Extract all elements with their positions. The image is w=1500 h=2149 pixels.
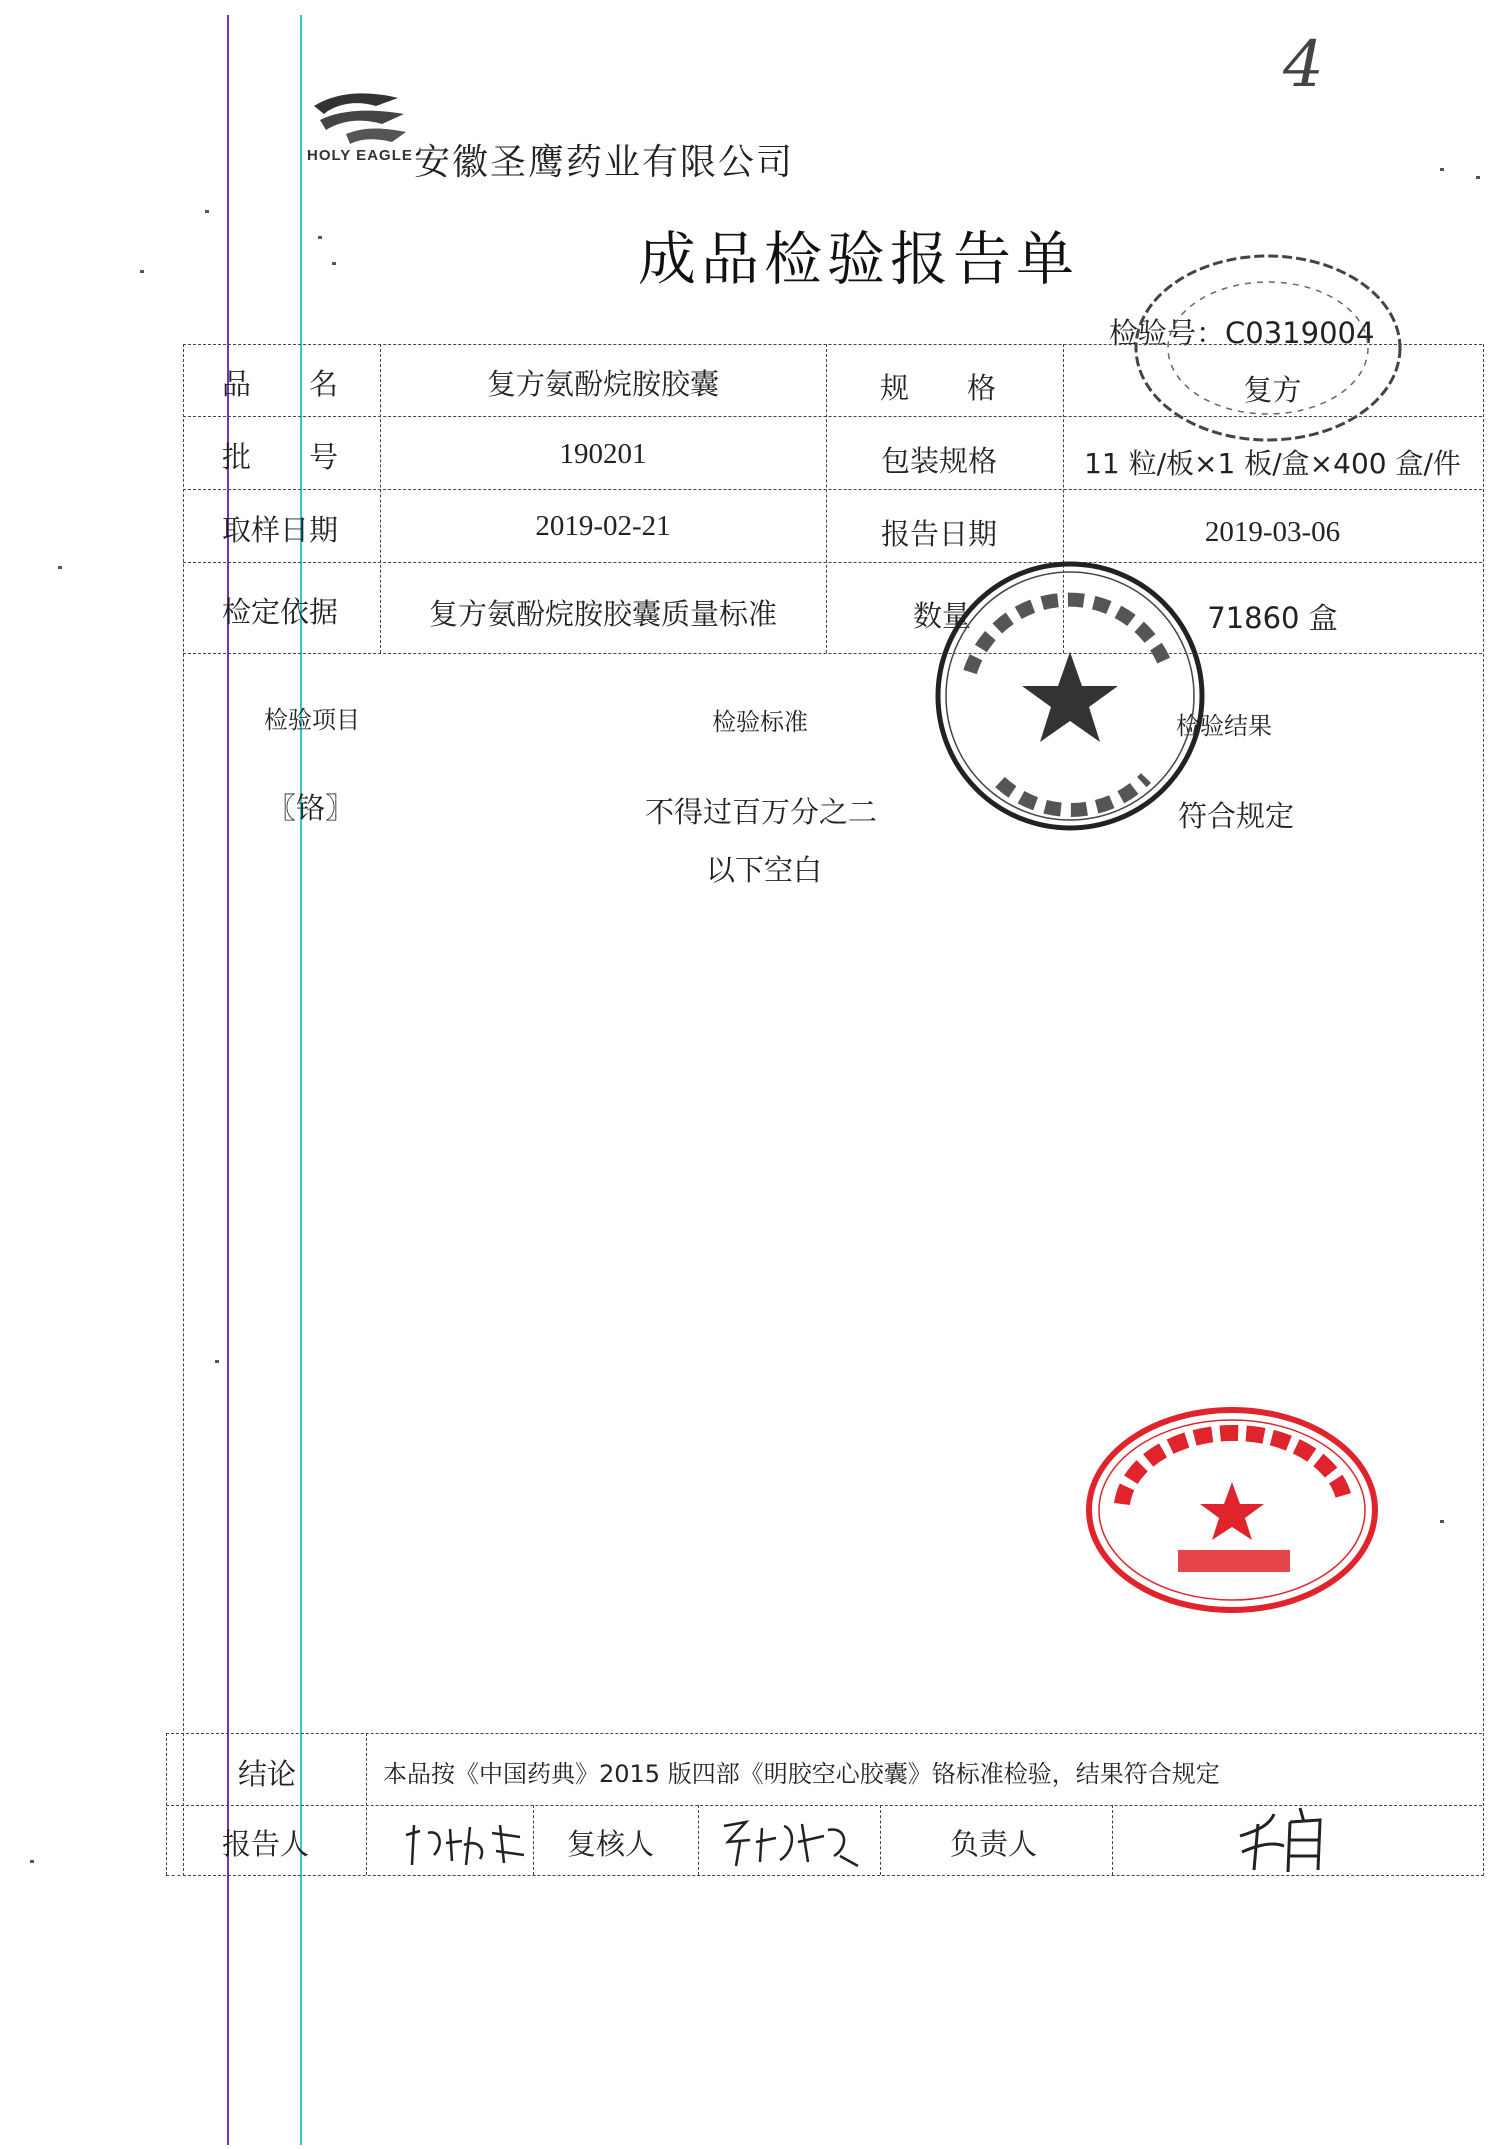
scan-speckle: [205, 210, 209, 213]
reviewer-label: 复核人: [567, 1827, 655, 1861]
result-row-standard: 不得过百万分之二: [645, 795, 878, 829]
report-table-frame: [183, 344, 1484, 1876]
table-rule: [166, 1733, 167, 1875]
table-rule: [183, 489, 1482, 490]
packing-label: 包装规格: [881, 444, 998, 478]
conclusion-text: 本品按《中国药典》2015 版四部《明胶空心胶囊》铬标准检验，结果符合规定: [383, 1760, 1220, 1788]
reporter-signature: [400, 1815, 530, 1875]
result-row-item: 〖铬〗: [267, 791, 355, 825]
report-date-label: 报告日期: [881, 517, 998, 551]
table-rule: [698, 1805, 699, 1875]
logo-text: HOLY EAGLE: [307, 147, 413, 164]
quality-management-red-stamp-icon: [1082, 1400, 1382, 1620]
scan-speckle: [30, 1860, 34, 1863]
report-number-label: 检验号: [1109, 316, 1197, 350]
spec-label: 规 格: [880, 371, 997, 405]
sampling-date-value: 2019-02-21: [535, 510, 671, 542]
scan-speckle: [1440, 168, 1444, 171]
table-rule: [183, 653, 1482, 654]
qc-inspection-stamp-icon: [930, 556, 1210, 836]
reporter-label: 报告人: [222, 1827, 310, 1861]
table-rule: [166, 1875, 186, 1876]
batch-label: 批 号: [222, 440, 339, 474]
quantity-label: 数量: [913, 599, 972, 633]
spec-value: 复方: [1243, 373, 1302, 407]
table-rule: [826, 344, 827, 653]
table-rule: [366, 1733, 367, 1875]
responsible-signature: [1230, 1800, 1340, 1880]
responsible-label: 负责人: [950, 1827, 1038, 1861]
report-number: 检验号：C0319004: [1109, 316, 1375, 350]
table-rule: [533, 1805, 534, 1875]
table-rule: [880, 1805, 881, 1875]
blank-note: 以下空白: [706, 853, 823, 887]
table-rule: [1112, 1805, 1113, 1875]
company-stamp-top-icon: [1128, 248, 1408, 448]
quantity-value: 71860 盒: [1207, 601, 1338, 635]
company-name: 安徽圣鹰药业有限公司: [414, 142, 795, 183]
reviewer-signature: [716, 1812, 866, 1874]
scan-speckle: [332, 262, 336, 265]
report-date-value: 2019-03-06: [1204, 516, 1341, 548]
conclusion-label: 结论: [238, 1757, 297, 1791]
table-rule: [183, 562, 1482, 563]
result-row-result: 符合规定: [1178, 799, 1295, 833]
scan-speckle: [58, 566, 62, 569]
standard-column-header: 检验标准: [712, 708, 808, 736]
basis-label: 检定依据: [222, 595, 339, 629]
product-name-label: 品 名: [222, 367, 339, 401]
scan-speckle: [1440, 1520, 1444, 1523]
table-rule: [166, 1733, 1482, 1734]
result-column-header: 检验结果: [1176, 712, 1272, 740]
item-column-header: 检验项目: [264, 706, 360, 734]
page-number: 4: [1283, 28, 1324, 102]
sampling-date-label: 取样日期: [222, 513, 339, 547]
product-name-value: 复方氨酚烷胺胶囊: [486, 367, 719, 401]
document-title: 成品检验报告单: [638, 225, 1080, 293]
basis-value: 复方氨酚烷胺胶囊质量标准: [428, 597, 777, 631]
scan-speckle: [215, 1360, 219, 1363]
report-number-value: C0319004: [1225, 316, 1375, 350]
packing-value: 11 粒/板×1 板/盒×400 盒/件: [1084, 447, 1461, 480]
batch-value: 190201: [559, 438, 647, 470]
scan-speckle: [1476, 176, 1480, 179]
scan-speckle: [318, 236, 322, 239]
scan-speckle: [140, 270, 144, 273]
